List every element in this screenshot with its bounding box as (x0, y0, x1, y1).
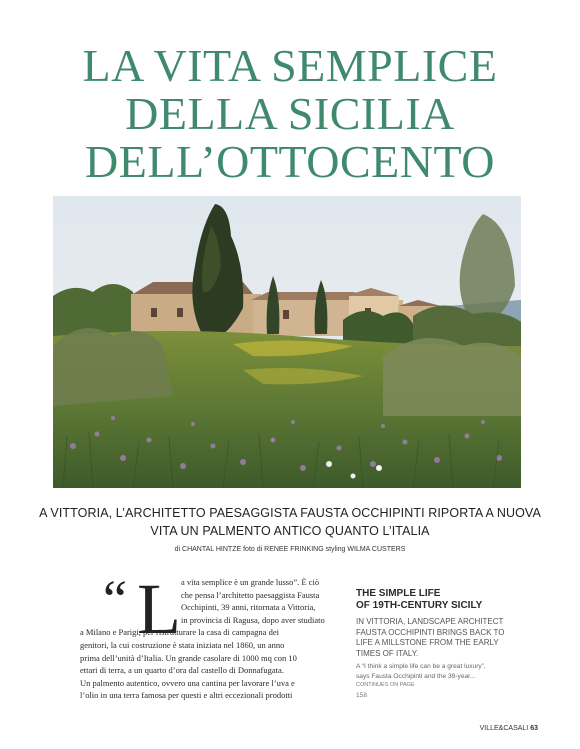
headline (0, 42, 580, 186)
body-line: che pensa l’architetto paesaggista Fausta (181, 589, 320, 600)
body-line: ettari di terra, a un quarto d’ora dal castello di Donnafugata. (80, 665, 284, 676)
continues-page: 158 (356, 691, 368, 699)
article-body (80, 569, 338, 702)
summary-lead-line: TIMES OF ITALY. (356, 648, 419, 658)
summary-lead-line: FAUSTA OCCHIPINTI BRINGS BACK TO (356, 627, 505, 637)
body-line: a vita semplice è un grande lusso”. È ciò (181, 577, 320, 587)
english-summary (356, 588, 516, 700)
body-line: prima dell’unità d’Italia. Un grande casolare di 1000 mq con 10 (80, 652, 297, 663)
body-line: Un palmento autentico, ovvero una cantina per lavorare l’uva e (80, 677, 295, 688)
summary-body-line: says Fausta Occhipinti and the 39-year... (356, 672, 476, 680)
page-number: 63 (530, 725, 538, 732)
headline-line-2: DELLA SICILIA (125, 88, 455, 139)
summary-title-line: OF 19TH-CENTURY SICILY (356, 600, 483, 611)
summary-title-line: THE SIMPLE LIFE (356, 588, 441, 599)
credit-author: CHANTAL HINTZE (182, 546, 242, 553)
body-line: Occhipinti, 39 anni, ritornata a Vittoria, (181, 602, 316, 613)
body-line: l’olio in una terra famosa per questi e altri eccezionali prodotti (80, 690, 293, 701)
summary-title (356, 588, 516, 612)
hero-photo (53, 196, 521, 488)
body-line: genitori, la cui costruzione è stata iniziata nel 1860, un anno (80, 639, 285, 650)
magazine-name: VILLE&CASALI (479, 725, 529, 732)
opening-quote-mark: “ (103, 569, 127, 629)
body-line: in provincia di Ragusa, dopo aver studiato (181, 614, 325, 625)
subtitle-line-1: A VITTORIA, L’ARCHITETTO PAESAGGISTA FAUSTA OCCHIPINTI RIPORTA A NUOVA (39, 506, 541, 520)
headline-line-3: DELL’OTTOCENTO (85, 136, 495, 187)
headline-line-1: LA VITA SEMPLICE (82, 40, 498, 91)
continues-link[interactable] (356, 681, 516, 700)
summary-body (356, 662, 516, 700)
summary-body-line: A “I think a simple life can be a great luxury”, (356, 663, 486, 670)
summary-lead (356, 617, 516, 659)
article-subtitle (30, 504, 550, 540)
drop-cap: L (137, 569, 181, 649)
summary-lead-line: LIFE A MILLSTONE FROM THE EARLY (356, 638, 499, 647)
credit-photo-label: foto di (243, 546, 263, 553)
credit-by-label: di (174, 546, 181, 553)
page-folio (480, 725, 538, 732)
summary-lead-line: IN VITTORIA, LANDSCAPE ARCHITECT (356, 617, 504, 626)
continues-label: CONTINUES ON PAGE (356, 682, 415, 689)
subtitle-line-2: VITA UN PALMENTO ANTICO QUANTO L’ITALIA (150, 524, 430, 538)
body-line: a Milano e Parigi, per ristrutturare la casa di campagna dei (80, 627, 279, 638)
credit-photographer: RENEE FRINKING (264, 546, 324, 553)
credit-styling-label: styling (325, 546, 346, 553)
article-credits (0, 546, 580, 553)
credit-stylist: WILMA CUSTERS (347, 546, 406, 553)
